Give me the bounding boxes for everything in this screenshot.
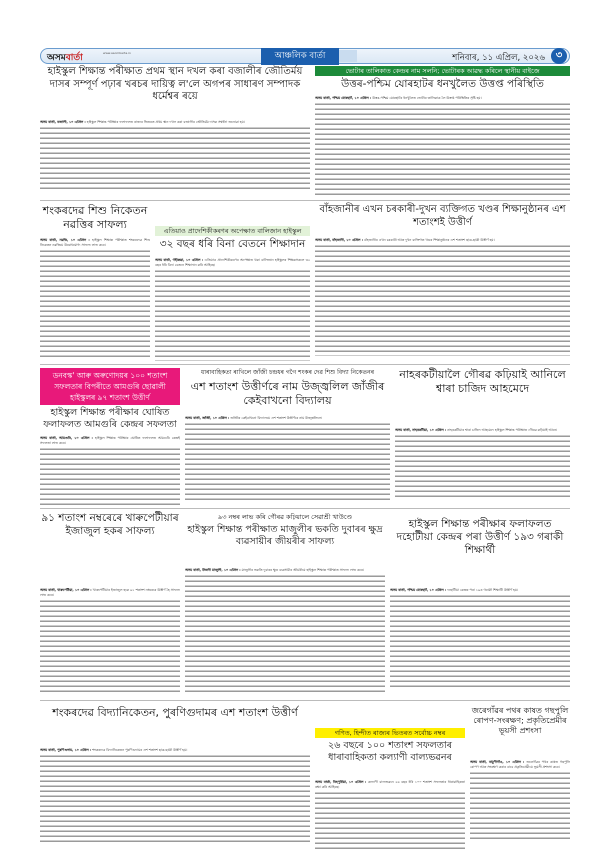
story bbox=[40, 706, 310, 720]
headline: শংকৰদেৱ বিদ্যানিকেতন, পুৰণিগুদামৰ এশ শতাংশ উত্তীৰ্ণ bbox=[52, 706, 298, 719]
headline: হাইস্কুল শিক্ষান্ত পৰীক্ষাৰ ফলাফলত দহোটীয়া কেন্দ্ৰৰ পৰা উত্তীৰ্ণ ১৯৩ গৰাকী শিক্ষাৰ্থী bbox=[396, 518, 564, 557]
article-body: অসম বাৰ্তা, নৱত্তি, ১০ এপ্ৰিল : হাইস্কুল শিক্ষান্ত পৰীক্ষাত শংকৰদেৱ শিশু নিকেতন নৱত্তিয়ে উল্লেখযোগ্য সাফল্য লাভ কৰে। bbox=[40, 238, 150, 362]
kicker: ধাৰাবাহিকতা ৰাখিলে জাঁজী চন্দ্ৰধৰ গগৈ শংকৰ দেৱ শিশু বিদ্যা নিকেতনৰ bbox=[200, 369, 375, 376]
story bbox=[390, 518, 570, 557]
headline: হাইস্কুল শিক্ষান্ত পৰীক্ষাৰ ঘোষিত ফলাফলত আমগুৰি কেন্দ্ৰৰ সফলতা bbox=[43, 407, 177, 430]
headline: বাঁহজানীৰ এখন চৰকাৰী-দুখন ব্যক্তিগত খণ্ডৰ শিক্ষানুষ্ঠানৰ এশ শতাংশই উত্তীৰ্ণ bbox=[319, 204, 566, 228]
story bbox=[40, 204, 150, 232]
headline: জৰেগাঁৱৰ পথৰ কাষত গছপুলি ৰোপণ-সংৰক্ষণ; প্ৰকৃতিপ্ৰেমীৰ ভূয়সী প্ৰশংসা bbox=[471, 706, 569, 735]
logo: অসমবাৰ্তা bbox=[47, 53, 83, 63]
kicker: ডনবস্ক' আৰু অৰুণোদয়ৰ ১০০ শতাংশ সফলতাৰ বিপৰীতে আমগুৰি ছোৱালী হাইস্কুলৰ ৯৭ শতাংশ উত্তীৰ্ণ bbox=[40, 368, 180, 405]
kicker: গণিত, হিন্দীত ৰাজ্যৰ ভিতৰত সৰ্বোচ্চ নম্বৰ bbox=[315, 728, 465, 738]
story bbox=[315, 204, 570, 229]
headline: ৩২ বছৰ ধৰি বিনা বেতনে শিক্ষাদান bbox=[159, 238, 306, 250]
story bbox=[40, 512, 180, 538]
newspaper-page bbox=[40, 48, 570, 854]
headline: এশ শতাংশ উত্তীৰ্ণৰে নাম উজ্জ্বলিল জাঁজীৰ কেইবাখনো বিদ্যালয় bbox=[190, 380, 385, 407]
story bbox=[395, 368, 570, 396]
headline: ৯১ শতাংশ নম্বৰেৰে খাৰুপেটীয়াৰ ইজাজুল হকৰ সাফল্য bbox=[41, 512, 179, 538]
date: শনিবাৰ, ১১ এপ্ৰিল, ২০২৬ bbox=[452, 53, 545, 63]
website-text: www.asombarta.in bbox=[103, 51, 131, 55]
story bbox=[185, 368, 390, 408]
article-body: অসম বাৰ্তা, পুৰণিগুদাম, ১০ এপ্ৰিল : শংকৰদেৱ বিদ্যানিকেতন পুৰণিগুদামৰ এশ শতাংশ ছাত্ৰ-ছাত্ৰী উত্তীৰ্ণ হয়। bbox=[40, 748, 310, 848]
headline: হাইস্কুল শিক্ষান্ত পৰীক্ষাত মাজুলীৰ ভকতি দুবাৰৰ ক্ষুদ্ৰ ব্যৱসায়ীৰ জীয়ৰীৰ সাফল্য bbox=[187, 524, 383, 547]
kicker: ভোটাৰ তালিকাত কেন্দ্ৰৰ নাম সলনি; ভোটাৰক আৱদ্ধ কৰিলে স্থানীয় বাইজে bbox=[315, 66, 570, 76]
masthead bbox=[40, 48, 570, 64]
story bbox=[315, 66, 570, 91]
story bbox=[40, 368, 180, 431]
article-body: অসম বাৰ্তা, বিহপুৰীয়া, ১০ এপ্ৰিল : কল্যাণী বাল্যভৱনে ২৬ বছৰ ধৰি ১০০ শতাংশ সফলতাৰ ধাৰাবাহিকতা ৰক্ষা কৰি আহিছে। bbox=[315, 780, 465, 850]
section-title: আঞ্চলিক বাৰ্তা bbox=[261, 48, 339, 65]
article-body: অসম বাৰ্তা, খাৰুপেটীয়া, ১০ এপ্ৰিল : খাৰুপেটীয়াৰ ইজাজুল হকে ৯১ শতাংশ নম্বৰেৰে উত্তীৰ্ণ হৈ সাফল্য লাভ কৰে। bbox=[40, 588, 180, 698]
article-body: অসম বাৰ্তা, পশ্চিম যোৰহাট, ১০ এপ্ৰিল : দহোটীয়া কেন্দ্ৰৰ পৰা ১৯৩ গৰাকী শিক্ষাৰ্থী উত্তীৰ্ণ হয়। bbox=[390, 588, 570, 698]
decor-box bbox=[339, 50, 357, 62]
article-body: অসম বাৰ্তা, উজনী মাজুলী, ১০ এপ্ৰিল : মাজুলীৰ ভকতি দুবাৰৰ ক্ষুদ্ৰ ব্যৱসায়ীৰ জীয়ৰীয়ে হাইস্কুল শিক্ষান্ত পৰীক্ষাত সাফল্য লাভ কৰে। bbox=[185, 568, 385, 698]
headline: শংকৰদেৱ শিশু নিকেতন নৱত্তিৰ সাফল্য bbox=[42, 204, 148, 231]
article-body: অসম বাৰ্তা, জাঁজী, ১০ এপ্ৰিল : জাঁজীৰ কেইবাখনো বিদ্যালয়ে এশ শতাংশ উত্তীৰ্ণৰে নাম উজ্জ্বলিলে। bbox=[185, 416, 390, 506]
headline: হাইস্কুল শিক্ষান্ত পৰীক্ষাত প্ৰথম স্থান দখল কৰা বজালীৰ জৌতিৰ্ময় দাসৰ সম্পূৰ্ণ পঢ়াৰ খৰচৰ দায়িত্ব ল'লে অগপৰ সাধাৰণ সম্পাদক ধৰ্মেশ্বৰ ৰয়ে bbox=[47, 66, 303, 102]
article-body: অসম বাৰ্তা, নাহৰকটীয়া, ১০ এপ্ৰিল : নাহৰকটীয়াৰ শ্বাৰা চাজিদ আহমেদে হাইস্কুল শিক্ষান্ত পৰীক্ষাত গৌৰৱ কঢ়িয়াই আনে। bbox=[395, 428, 570, 506]
article-body: অসম বাৰ্তা, পশ্চিম যোৰহাট, ১০ এপ্ৰিল : উত্তৰ-পশ্চিম যোৰহাটৰ ধনখুলৈত ভোটাৰ তালিকাক লৈ উত্তপ্ত পৰিস্থিতিৰ সৃষ্টি হয়। bbox=[315, 96, 570, 200]
kicker: ৯৩ নম্বৰ লাভ কৰি গৌৰৱ কঢ়িয়ালে সেৱাশ্ৰী খাউণ্ডে bbox=[218, 513, 352, 521]
story bbox=[155, 226, 310, 251]
story bbox=[40, 66, 310, 104]
article-body: অসম বাৰ্তা, বাঁহজানী, ১০ এপ্ৰিল : বাঁহজানীৰ এখন চৰকাৰী আৰু দুখন ব্যক্তিগত খণ্ডৰ শিক্ষানুষ্ঠানৰ এশ শতাংশ ছাত্ৰ-ছাত্ৰী উত্তীৰ্ণ হয়। bbox=[315, 238, 570, 362]
page-number: ৩ bbox=[551, 48, 567, 64]
article-body: অসম বাৰ্তা, আমগুৰি, ১০ এপ্ৰিল : হাইস্কুল শিক্ষান্ত পৰীক্ষাৰ ঘোষিত ফলাফলত আমগুৰি কেন্দ্ৰই সফলতা লাভ কৰে। bbox=[40, 436, 180, 506]
headline: নাহৰকটীয়ালৈ গৌৰৱ কঢ়িয়াই আনিলে শ্বাৰা চাজিদ আহমেদে bbox=[399, 368, 566, 395]
article-body: অসম বাৰ্তা, গহীৰুৱা, ১০ এপ্ৰিল : এতিয়াও প্ৰাদেশিকীকৰণৰ অপেক্ষাত থকা বালিজান হাইস্কুলৰ শিক্ষকসকলে ৩২ বছৰ ধৰি বিনা বেতনে শিক্ষাদান কৰি আহিছে। bbox=[155, 258, 310, 362]
kicker: এতিয়াও প্ৰাদেশিকীকৰণৰ অপেক্ষাত বালিজান হাইস্কুল bbox=[155, 226, 310, 236]
story bbox=[470, 706, 570, 736]
story bbox=[185, 512, 385, 548]
article-body: অসম বাৰ্তা, বজালী, ১০ এপ্ৰিল : হাইস্কুল শিক্ষান্ত পৰীক্ষাৰ ফলাফলত ৰাজ্যৰ ভিতৰত প্ৰথম স্থান দখল কৰা বজালীৰ জৌতিৰ্ময় দাসক সম্বৰ্ধনা জনোৱা হয়। bbox=[40, 120, 310, 196]
headline: ২৬ বছৰে ১০০ শতাংশ সফলতাৰ ধাৰাবাহিকতা কল্যাণী বাল্যভৱনৰ bbox=[328, 740, 452, 763]
article-body: অসম বাৰ্তা, বামুণীগাঁও, ১০ এপ্ৰিল : জৰেগাঁৱৰ পথৰ কাষত গছপুলি ৰোপণ আৰু সংৰক্ষণ কৰাৰ বাবে প্ৰকৃতিপ্ৰেমীয়ে ভূয়সী প্ৰশংসা কৰে। bbox=[470, 760, 570, 850]
headline: উত্তৰ-পশ্চিম যোৰহাটৰ ধনখুলৈত উত্তপ্ত পৰিস্থিতি bbox=[341, 78, 544, 90]
story bbox=[315, 728, 465, 764]
